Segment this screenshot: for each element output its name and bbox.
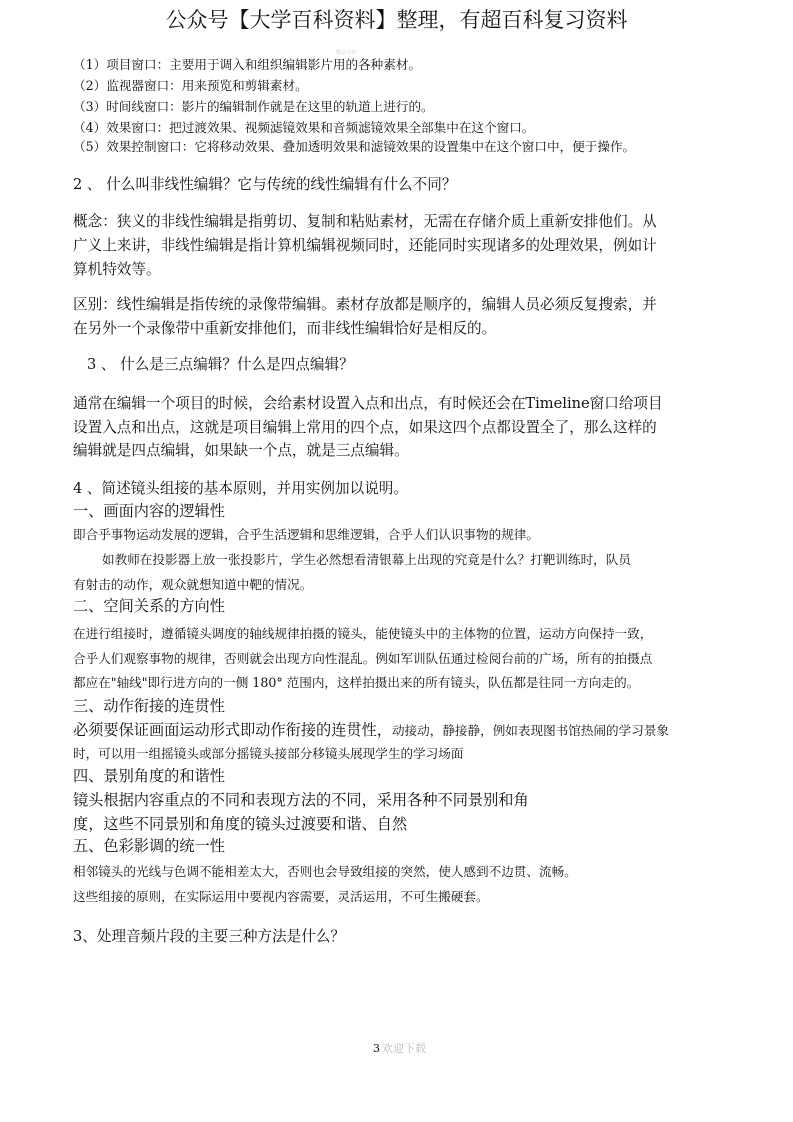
paragraph-line: 相邻镜头的光线与色调不能相差太大，否则也会导致组接的突然，使人感到不边贯、流畅。 xyxy=(73,864,577,879)
section-title: 五、色彩影调的统一性 xyxy=(73,837,225,855)
paragraph-line: 时，可以用一组摇镜头或部分摇镜头接部分移镜头展现学生的学习场面 xyxy=(73,746,464,761)
download-note: 欢迎下载 xyxy=(382,1042,426,1055)
section-title: 三、动作衔接的连贯性 xyxy=(73,697,225,715)
window-item: （1）项目窗口：主要用于调入和组织编辑影片用的各种素材。 xyxy=(73,57,422,72)
page-number: 3 xyxy=(373,1042,380,1055)
paragraph-line: 概念：狭义的非线性编辑是指剪切、复制和粘贴素材，无需在存储介质上重新安排他们。从 xyxy=(73,213,657,230)
paragraph-line: 设置入点和出点，这就是项目编辑上常用的四个点，如果这四个点都设置全了，那么这样的 xyxy=(73,419,657,436)
question-heading: 3 、 什么是三点编辑？什么是四点编辑？ xyxy=(87,356,354,373)
paragraph-line: 这些组接的原则，在实际运用中要视内容需要，灵活运用，不可生搬硬套。 xyxy=(73,889,489,904)
paragraph-line: 编辑就是四点编辑，如果缺一个点，就是三点编辑。 xyxy=(73,442,409,459)
paragraph-line: 度，这些不同景别和角度的镜头过渡要和谐、自然 xyxy=(73,815,408,833)
window-item: （2）监视器窗口：用来预览和剪辑素材。 xyxy=(73,78,308,93)
paragraph-line: 在进行组接时，遵循镜头调度的轴线规律拍摄的镜头，能使镜头中的主体物的位置，运动方向保持一致， xyxy=(73,626,653,641)
paragraph-line: 镜头根据内容重点的不同和表现方法的不同，采用各种不同景别和角 xyxy=(73,791,529,809)
paragraph-line: 如教师在投影器上放一张投影片，学生必然想看清银幕上出现的究竟是什么？打靶训练时，队员 xyxy=(102,552,631,567)
paragraph-line: 算机特效等。 xyxy=(73,261,161,278)
paragraph-line: 即合乎事物运动发展的逻辑，合乎生活逻辑和思维逻辑，合乎人们认识事物的规律。 xyxy=(73,527,539,542)
paragraph-text: 动接动，静接静，例如表现图书馆热闹的学习景象 xyxy=(391,723,669,738)
paragraph-line: 广义上来讲，非线性编辑是指计算机编辑视频同时，还能同时实现诸多的处理效果，例如计 xyxy=(73,237,657,254)
paragraph-line xyxy=(73,722,669,738)
window-item: （5）效果控制窗口：它将移动效果、叠加透明效果和滤镜效果的设置集中在这个窗口中，便于操作。 xyxy=(73,139,636,154)
page-header-title: 公众号【大学百科资料】整理，有超百科复习资料 xyxy=(165,8,628,32)
window-item: （3）时间线窗口：影片的编辑制作就是在这里的轨道上进行的。 xyxy=(73,99,434,114)
section-title: 四、景别角度的和谐性 xyxy=(73,767,225,785)
question-heading: 2 、 什么叫非线性编辑？它与传统的线性编辑有什么不同？ xyxy=(73,176,457,193)
question-heading: 3、处理音频片段的主要三种方法是什么？ xyxy=(73,928,345,945)
paragraph-line: 都应在"轴线"即行进方向的一侧 180° 范围内，这样拍摄出来的所有镜头，队伍都是往同一方向走的。 xyxy=(73,675,640,690)
paragraph-line: 通常在编辑一个项目的时候，会给素材设置入点和出点，有时候还会在Timeline窗口给项目 xyxy=(73,395,663,412)
paragraph-text: 必须要保证画面运动形式即动作衔接的连贯性， xyxy=(73,721,392,739)
page-footer xyxy=(373,1040,426,1056)
section-title: 一、画面内容的逻辑性 xyxy=(73,502,225,520)
question-heading: 4 、简述镜头组接的基本原则，并用实例加以说明。 xyxy=(73,480,408,497)
watermark: 精品文档 xyxy=(336,50,357,56)
paragraph-line: 在另外一个录像带中重新安排他们，而非线性编辑恰好是相反的。 xyxy=(73,320,497,337)
paragraph-line: 有射击的动作，观众就想知道中靶的情况。 xyxy=(73,577,313,592)
section-title: 二、空间关系的方向性 xyxy=(73,597,225,615)
paragraph-line: 区别：线性编辑是指传统的录像带编辑。素材存放都是顺序的，编辑人员必须反复搜索，并 xyxy=(73,296,657,313)
window-item: （4）效果窗口：把过渡效果、视频滤镜效果和音频滤镜效果全部集中在这个窗口。 xyxy=(73,120,535,135)
paragraph-line: 合乎人们观察事物的规律，否则就会出现方向性混乱。例如军训队伍通过检阅台前的广场，所有的拍摄点 xyxy=(73,651,653,666)
